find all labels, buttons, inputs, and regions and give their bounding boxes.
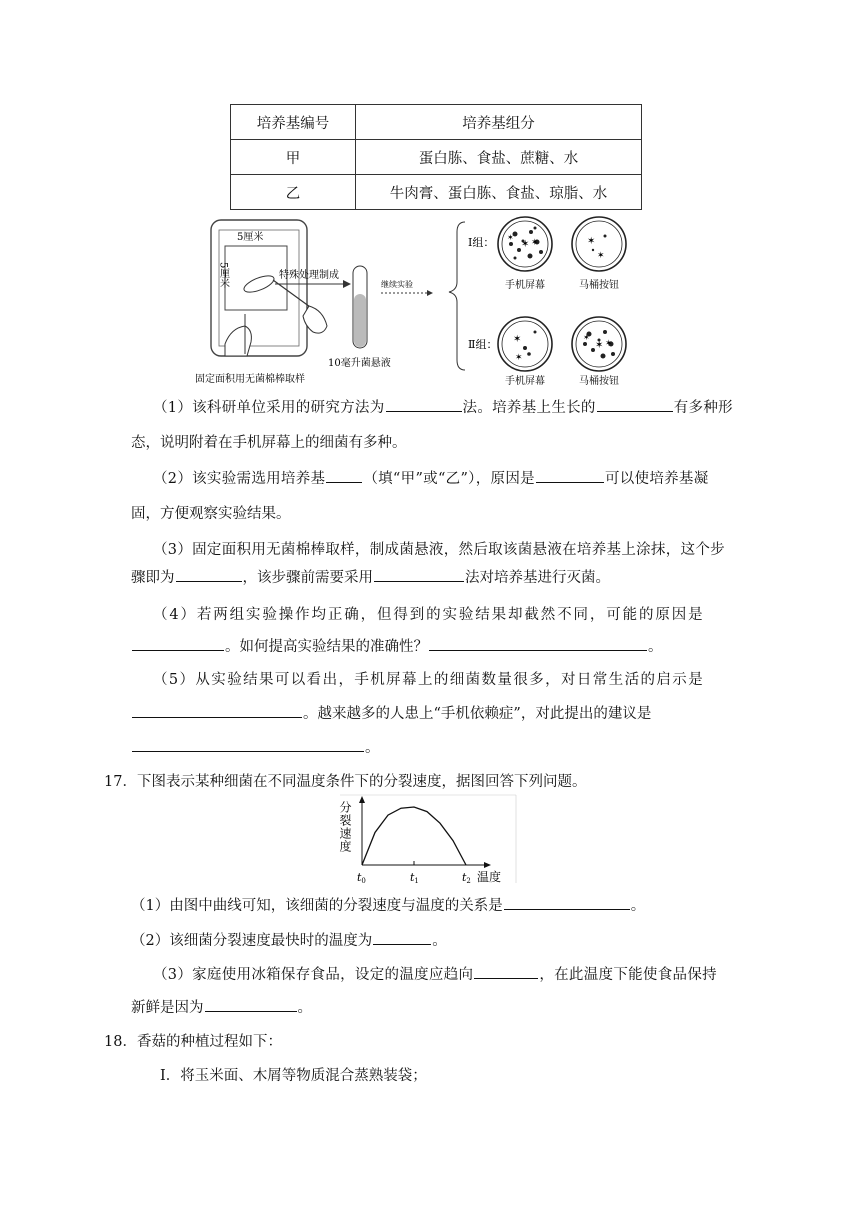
svg-text:✶: ✶ — [521, 239, 530, 250]
answer-blank[interactable] — [429, 636, 647, 651]
q16-part-2-line-2: 固，方便观察实验结果。 — [131, 506, 291, 522]
q17-part-1 — [131, 894, 645, 915]
phone-height-label: 5厘米 — [217, 262, 229, 289]
table-header-cell: 培养基编号 — [231, 105, 356, 140]
dish-1 — [498, 217, 552, 271]
answer-blank[interactable] — [597, 397, 673, 412]
svg-text:✶: ✶ — [595, 340, 604, 351]
svg-text:✶: ✶ — [507, 233, 514, 242]
q16-part-3-line-2 — [131, 566, 610, 587]
q16-part-4-line-1: （4）若两组实验操作均正确，但得到的实验结果却截然不同，可能的原因是 — [153, 607, 703, 623]
q17-text: （2）该细菌分裂速度最快时的温度为 — [131, 933, 373, 949]
division-speed-chart — [340, 793, 520, 886]
dish-label: 马桶按钮 — [579, 376, 619, 387]
question-text: 香菇的种植过程如下： — [136, 1034, 282, 1050]
q16-text: 。越来越多的人患上“手机依赖症”，对此提出的建议是 — [303, 706, 652, 722]
dish-3 — [498, 317, 552, 371]
x-tick-label-t0: t0 — [357, 871, 366, 885]
q17-part-3-line-2 — [131, 996, 312, 1017]
answer-blank[interactable] — [474, 964, 538, 979]
group-2-label: Ⅱ组： — [468, 338, 498, 351]
group-1-label: Ⅰ组： — [468, 236, 495, 249]
svg-text:✶: ✶ — [605, 339, 613, 349]
q16-text: 。 — [648, 639, 663, 655]
answer-blank[interactable] — [536, 468, 604, 483]
q16-part-5-line-3 — [131, 736, 380, 757]
q17-text: 。 — [297, 1000, 312, 1016]
svg-text:✶: ✶ — [515, 353, 523, 363]
q17-text: （1）由图中曲线可知，该细菌的分裂速度与温度的关系是 — [131, 898, 503, 914]
dish-4 — [572, 317, 626, 371]
table-cell: 蛋白胨、食盐、蔗糖、水 — [356, 140, 642, 175]
question-number: 18． — [104, 1034, 137, 1050]
tube-liquid — [354, 294, 366, 347]
table-cell: 乙 — [231, 175, 356, 210]
q16-text: 骤即为 — [131, 570, 175, 586]
dish-label: 马桶按钮 — [579, 280, 619, 291]
q17-stem — [104, 770, 586, 791]
answer-blank[interactable] — [132, 636, 224, 651]
table-row — [231, 175, 642, 210]
q17-text: ，在此温度下能使食品保持 — [539, 967, 717, 983]
answer-blank[interactable] — [132, 737, 364, 752]
q16-text: 有多种形 — [673, 400, 733, 416]
q17-part-3-line-1 — [153, 963, 717, 984]
q17-text: 新鲜是因为 — [131, 1000, 204, 1016]
medium-table — [230, 104, 642, 210]
series-line — [362, 807, 466, 865]
answer-blank[interactable] — [205, 997, 297, 1012]
q16-part-4-line-2 — [131, 635, 663, 656]
x-axis-label: 温度 — [477, 870, 502, 884]
arrow-1-label: 特殊处理制成 — [279, 270, 339, 281]
phone-width-label: 5厘米 — [237, 232, 264, 243]
dish-2 — [572, 217, 626, 271]
table-header-cell: 培养基组分 — [356, 105, 642, 140]
q17-text: 。 — [432, 933, 447, 949]
sample-area — [225, 246, 287, 310]
table-cell: 牛肉膏、蛋白胨、食盐、琼脂、水 — [356, 175, 642, 210]
q17-text: （3）家庭使用冰箱保存食品，设定的温度应趋向 — [153, 967, 474, 983]
q17-part-2 — [131, 929, 447, 950]
svg-text:✶: ✶ — [583, 333, 590, 342]
q16-text: （填“甲”或“乙”），原因是 — [363, 471, 535, 487]
arrow-2-head — [427, 290, 433, 296]
dish-label: 手机屏幕 — [505, 376, 545, 387]
x-tick-label-t2: t2 — [462, 871, 471, 885]
q16-part-3-line-1: （3）固定面积用无菌棉棒取样，制成菌悬液，然后取该菌悬液在培养基上涂抹，这个步 — [153, 542, 725, 558]
x-tick-label-t1: t1 — [410, 871, 419, 885]
y-axis-label: 分裂速度 — [338, 801, 352, 853]
q16-text: （2）该实验需选用培养基 — [153, 471, 326, 487]
q16-text: 。如何提高实验结果的准确性？ — [225, 639, 428, 655]
question-text: 下图表示某种细菌在不同温度条件下的分裂速度，据图回答下列问题。 — [136, 774, 587, 790]
q16-part-5-line-1: （5）从实验结果可以看出，手机屏幕上的细菌数量很多，对日常生活的启示是 — [153, 672, 703, 688]
answer-blank[interactable] — [176, 567, 242, 582]
table-row — [231, 140, 642, 175]
left-hand — [225, 326, 251, 356]
answer-blank[interactable] — [373, 930, 431, 945]
q16-text: 法。培养基上生长的 — [462, 400, 596, 416]
table-cell: 甲 — [231, 140, 356, 175]
svg-text:✶: ✶ — [513, 334, 522, 345]
arrow-1-head — [343, 280, 351, 288]
answer-blank[interactable] — [326, 468, 362, 483]
svg-text:✶: ✶ — [531, 238, 539, 248]
q16-text: （1）该科研单位采用的研究方法为 — [153, 400, 385, 416]
q18-step-1: Ⅰ．将玉米面、木屑等物质混合蒸熟装袋； — [160, 1068, 427, 1084]
q16-part-1-line-1 — [153, 396, 733, 417]
q17-text: 。 — [630, 898, 646, 914]
q16-part-5-line-2 — [131, 702, 651, 723]
q16-text: ，该步骤前需要采用 — [242, 570, 373, 586]
arrow-2-label: 继续实验 — [381, 280, 413, 289]
q16-text: 可以使培养基凝 — [604, 471, 709, 487]
brace — [449, 222, 465, 370]
q16-text: 法对培养基进行灭菌。 — [465, 570, 610, 586]
dish-label: 手机屏幕 — [505, 280, 545, 291]
answer-blank[interactable] — [386, 397, 462, 412]
q16-text: 。 — [365, 740, 380, 756]
q18-stem — [104, 1030, 282, 1051]
answer-blank[interactable] — [504, 895, 630, 910]
question-number: 17． — [104, 774, 137, 790]
svg-text:✶: ✶ — [597, 251, 605, 261]
swab-head — [242, 272, 276, 295]
answer-blank[interactable] — [132, 703, 302, 718]
y-axis-arrow — [359, 796, 365, 803]
bottom-label: 固定面积用无菌棉棒取样 — [195, 374, 305, 385]
q16-part-1-line-2: 态，说明附着在手机屏幕上的细菌有多种。 — [131, 435, 407, 451]
answer-blank[interactable] — [374, 567, 464, 582]
experiment-diagram — [185, 214, 655, 386]
table-header-row — [231, 105, 642, 140]
x-axis-arrow — [484, 862, 491, 868]
q16-part-2-line-1 — [153, 467, 709, 488]
tube-label: 10毫升菌悬液 — [328, 358, 391, 369]
svg-text:✶: ✶ — [587, 236, 596, 247]
